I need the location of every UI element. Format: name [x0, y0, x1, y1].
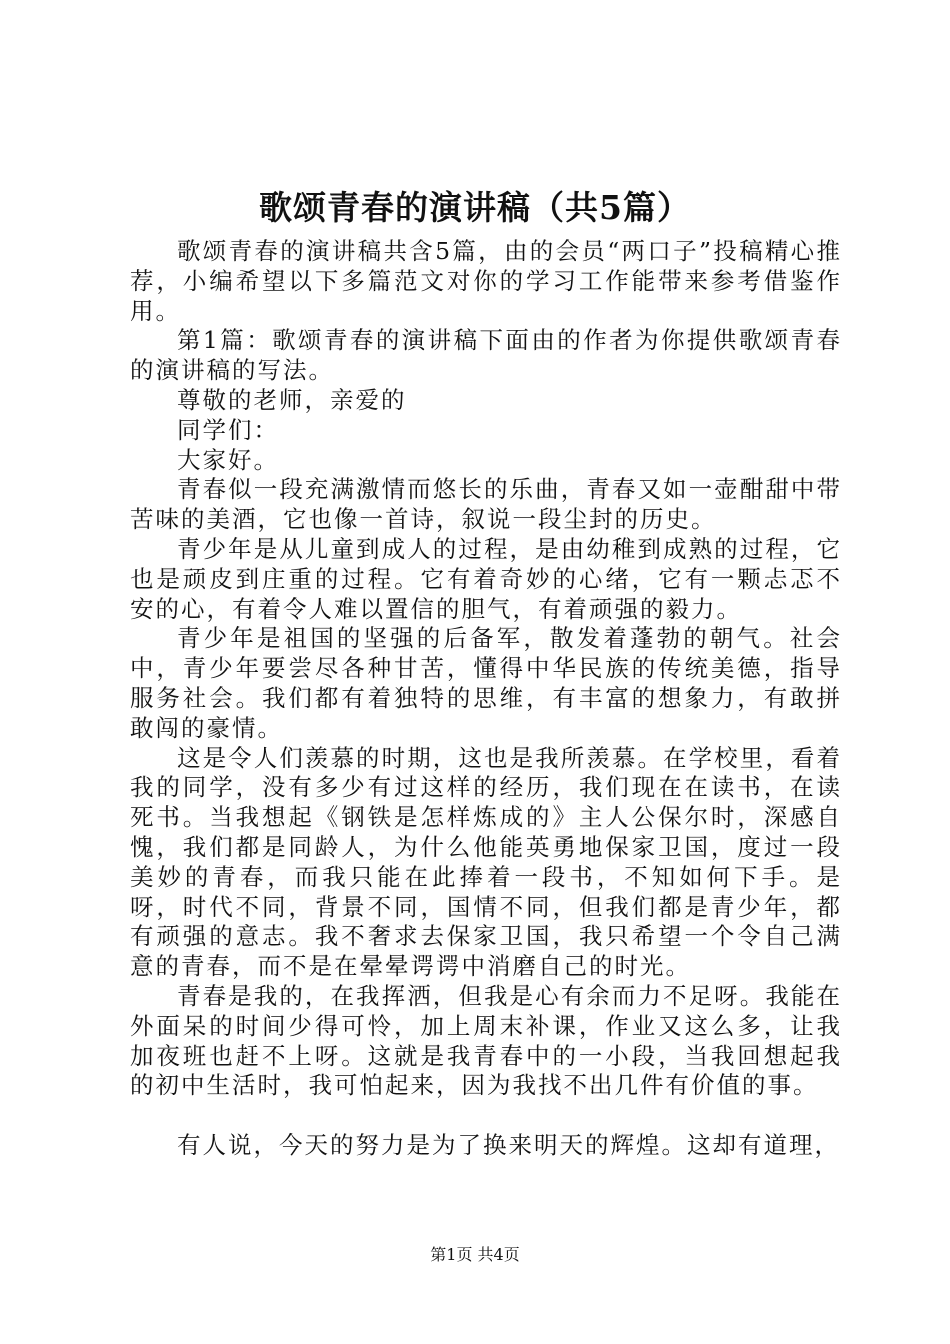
document-title: 歌颂青春的演讲稿（共5篇）: [259, 188, 691, 227]
paragraph: 青少年是从儿童到成人的过程，是由幼稚到成熟的过程，它也是顽皮到庄重的过程。它有着奇妙的心绪，它有一颗忐忑不安的心，有着令人难以置信的胆气，有着顽强的毅力。: [130, 534, 842, 623]
paragraph: 同学们：: [177, 415, 279, 444]
page-number: 第1页 共4页: [430, 1245, 520, 1264]
paragraph: 青春是我的，在我挥洒，但我是心有余而力不足呀。我能在外面呆的时间少得可怜，加上周末补课，作业又这么多，让我加夜班也赶不上呀。这就是我青春中的一小段，当我回想起我的初中生活时，我可怕起来，因为我找不出几件有价值的事。: [130, 981, 842, 1100]
paragraph: 尊敬的老师，亲爱的: [177, 385, 407, 414]
paragraph: 大家好。: [177, 445, 279, 474]
paragraph: 有人说，今天的努力是为了换来明天的辉煌。这却有道理，: [177, 1130, 840, 1159]
paragraph: 第1篇：歌颂青春的演讲稿下面由的作者为你提供歌颂青春的演讲稿的写法。: [130, 326, 842, 385]
paragraph: 歌颂青春的演讲稿共含5篇，由的会员“两口子”投稿精心推荐，小编希望以下多篇范文对你的学习工作能带来参考借鉴作用。: [130, 237, 842, 325]
paragraph: 这是令人们羡慕的时期，这也是我所羡慕。在学校里，看着我的同学，没有多少有过这样的经历，我们现在在读书，在读死书。当我想起《钢铁是怎样炼成的》主人公保尔时，深感自愧，我们都是同龄人，为什么他能英勇地保家卫国，度过一段美妙的青春，而我只能在此捧着一段书，不知如何下手。是呀，时代不同，背景不同，国情不同，但我们都是青少年，都有顽强的意志。我不奢求去保家卫国，我只希望一个令自己满意的青春，而不是在晕晕谔谔中消磨自己的时光。: [130, 743, 842, 981]
document-body: [130, 237, 842, 1161]
paragraph: 青少年是祖国的坚强的后备军，散发着蓬勃的朝气。社会中，青少年要尝尽各种甘苦，懂得中华民族的传统美德，指导服务社会。我们都有着独特的思维，有丰富的想象力，有敢拼敢闯的豪情。: [130, 624, 842, 742]
paragraph: 青春似一段充满激情而悠长的乐曲，青春又如一壶酣甜中带苦味的美酒，它也像一首诗，叙说一段尘封的历史。: [130, 475, 842, 534]
